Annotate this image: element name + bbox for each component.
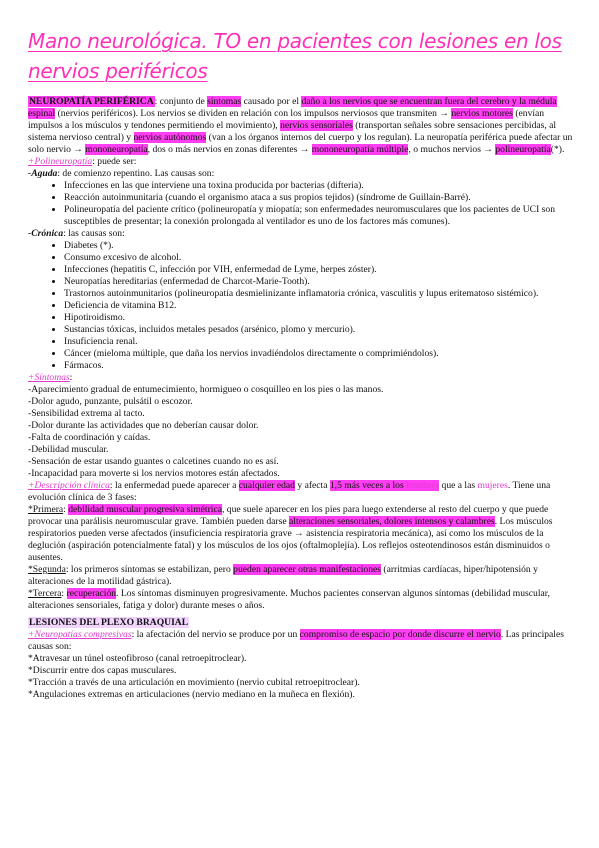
highlight: mononeuropatía múltiple — [311, 144, 409, 155]
sintoma-line: -Aparecimiento gradual de entumecimiento, hormigueo o cosquilleo en los pies o las manos. — [28, 384, 384, 395]
page-title: Mano neurológica. TO en pacientes con lesiones en los nervios periféricos — [28, 29, 562, 83]
highlight: 1,5 más veces a los — [329, 480, 407, 491]
aguda-list — [28, 180, 580, 228]
list-item: • Diabetes (*). — [64, 240, 580, 252]
list-item: • Insuficiencia renal. — [64, 336, 580, 348]
cronica-list — [28, 240, 580, 372]
highlight: debilidad muscular progresiva simétrica — [68, 504, 222, 515]
highlight: compromiso de espacio por donde discurre el nervio — [299, 629, 501, 640]
subheading-descripcion-clinica: +Descripción clínica — [28, 480, 110, 491]
highlight: nervios sensoriales — [280, 120, 353, 131]
highlight: nervios autónomos — [133, 132, 207, 143]
cronica-line: -Crónica: las causas son: — [28, 228, 125, 239]
fase-segunda-paragraph: *Segunda: los primeros síntomas se estabilizan, pero pueden aparecer otras manifestaciones (arritmias cardíacas, hiper/hipotensión y alteraciones de la motilidad gástrica). — [28, 564, 538, 587]
list-item: • Sustancias tóxicas, incluidos metales pesados (arsénico, plomo y mercurio). — [64, 324, 580, 336]
sintomas-line: +Síntomas: — [28, 372, 73, 383]
highlight: recuperación — [66, 588, 117, 599]
list-item: • Neuropatías hereditarias (enfermedad de Charcot-Marie-Tooth). — [64, 276, 580, 288]
highlight: nervios motores — [451, 108, 513, 119]
highlight: mononeuropatía — [85, 144, 148, 155]
list-item: • Cáncer (mieloma múltiple, que daña los nervios invadiéndolos directamente o comprimiéndolos). — [64, 348, 580, 360]
causa-line: *Angulaciones extremas en articulaciones (nervio mediano en la muñeca en flexión). — [28, 689, 355, 700]
descripcion-clinica-paragraph: +Descripción clínica: la enfermedad puede aparecer a cualquier edad y afecta 1,5 más veces a los hombres que a las mujeres. Tiene una evolución clínica de 3 fases: — [28, 480, 551, 503]
list-item: • Fármacos. — [64, 360, 580, 372]
highlight: alteraciones sensoriales, dolores intensos y calambres — [289, 516, 495, 527]
sintoma-line: -Dolor agudo, punzante, pulsátil o escozor. — [28, 396, 193, 407]
document-body — [28, 96, 580, 701]
plexo-heading-line — [28, 617, 580, 629]
fase-tercera-paragraph: *Tercera: recuperación. Los síntomas disminuyen progresivamente. Muchos pacientes conservan algunos síntomas (debilidad muscular, alteraciones sensoriales, fatiga y dolor) durante meses o años. — [28, 588, 550, 611]
highlight: daño a los nervios que se encuentran fuera del cerebro y la médula espinal — [28, 96, 557, 119]
causa-line: *Atravesar un túnel osteofibroso (canal retroepitroclear). — [28, 653, 247, 664]
sintoma-line: -Sensibilidad extrema al tacto. — [28, 408, 145, 419]
list-item: • Infecciones (hepatitis C, infección por VIH, enfermedad de Lyme, herpes zóster). — [64, 264, 580, 276]
highlight: cualquier edad — [238, 480, 295, 491]
polineuropatia-line: +Polineuropatía: puede ser: — [28, 156, 137, 167]
section-heading-plexo-braquial: LESIONES DEL PLEXO BRAQUIAL — [29, 617, 189, 628]
subheading-neuropatias-compresivas: +Neuropatías compresivas — [28, 629, 132, 640]
list-item: • Infecciones en las que interviene una toxina producida por bacterias (difteria). — [64, 180, 580, 192]
list-item: • Trastornos autoinmunitarios (polineuropatía desmielinizante inflamatoria crónica, vasculitis y lupus eritematoso sistémico). — [64, 288, 580, 300]
section-heading-neuropatia: NEUROPATÍA PERIFÉRICA — [29, 96, 154, 107]
subheading-sintomas: +Síntomas — [28, 372, 70, 383]
list-item: • Hipotiroidismo. — [64, 312, 580, 324]
aguda-line: -Aguda: de comienzo repentino. Las causas son: — [28, 168, 215, 179]
list-item: • Deficiencia de vitamina B12. — [64, 300, 580, 312]
neuropatia-intro-paragraph: NEUROPATÍA PERIFÉRICA: conjunto de síntomas causado por el daño a los nervios que se encuentran fuera del cerebro y la médula espinal (nervios periféricos). Los nervios se dividen en relación con los impulsos nerviosos que transmiten → nervios motores (envían impulsos a los músculos y tendones permitiendo el movimiento), nervios sensoriales (transportan señales sobre sensaciones percibidas, al sistema nervioso central) y nervios autónomos (van a los órganos internos del cuerpo y los regulan). La neuropatía periférica puede afectar un solo nervio → mononeuropatía, dos o más nervios en zonas diferentes → mononeuropatía múltiple, o muchos nervios → polineuropatía(*). — [28, 96, 573, 155]
sintoma-line: -Incapacidad para moverte si los nervios motores están afectados. — [28, 468, 280, 479]
highlight: pueden aparecer otras manifestaciones — [233, 564, 381, 575]
causa-line: *Tracción a través de una articulación en movimiento (nervio cubital retroepitroclear). — [28, 677, 360, 688]
sintoma-line: -Debilidad muscular. — [28, 444, 109, 455]
sintoma-line: -Sensación de estar usando guantes o calcetines cuando no es así. — [28, 456, 279, 467]
list-item: • Polineuropatía del paciente crítico (polineuropatía y miopatía; son enfermedades neuromusculares que los pacientes de UCI son susceptibles de presentar; la conexión prolongada al ventilador es uno de los factores más comunes). — [64, 204, 580, 228]
list-item: • Consumo excesivo de alcohol. — [64, 252, 580, 264]
fase-primera-paragraph: *Primera: debilidad muscular progresiva simétrica, que suele aparecer en los pies para luego extenderse al resto del cuerpo y que puede provocar una parálisis neuromuscular grave. También pueden darse alteraciones sensoriales, dolores intensos y calambres. Los músculos respiratorios pueden verse afectados (insuficiencia respiratoria grave → asistencia respiratoria mecánica), así como los músculos de la deglución (aspiración potencialmente fatal) y los músculos de los ojos (oftalmoplejía). Los reflejos osteotendinosos están disminuidos o ausentes. — [28, 504, 553, 563]
highlight: hombres — [406, 480, 440, 491]
subheading-polineuropatia: +Polineuropatía — [28, 156, 93, 167]
sintoma-line: -Dolor durante las actividades que no deberían causar dolor. — [28, 420, 259, 431]
neuropatias-compresivas-paragraph: +Neuropatías compresivas: la afectación del nervio se produce por un compromiso de espacio por donde discurre el nervio. Las principales causas son: — [28, 629, 564, 652]
highlight: polineuropatía — [495, 144, 551, 155]
highlight: síntomas — [207, 96, 242, 107]
causa-line: *Discurrir entre dos capas musculares. — [28, 665, 177, 676]
list-item: • Reacción autoinmunitaria (cuando el organismo ataca a sus propios tejidos) (síndrome de Guillain-Barré). — [64, 192, 580, 204]
sintoma-line: -Falta de coordinación y caídas. — [28, 432, 151, 443]
